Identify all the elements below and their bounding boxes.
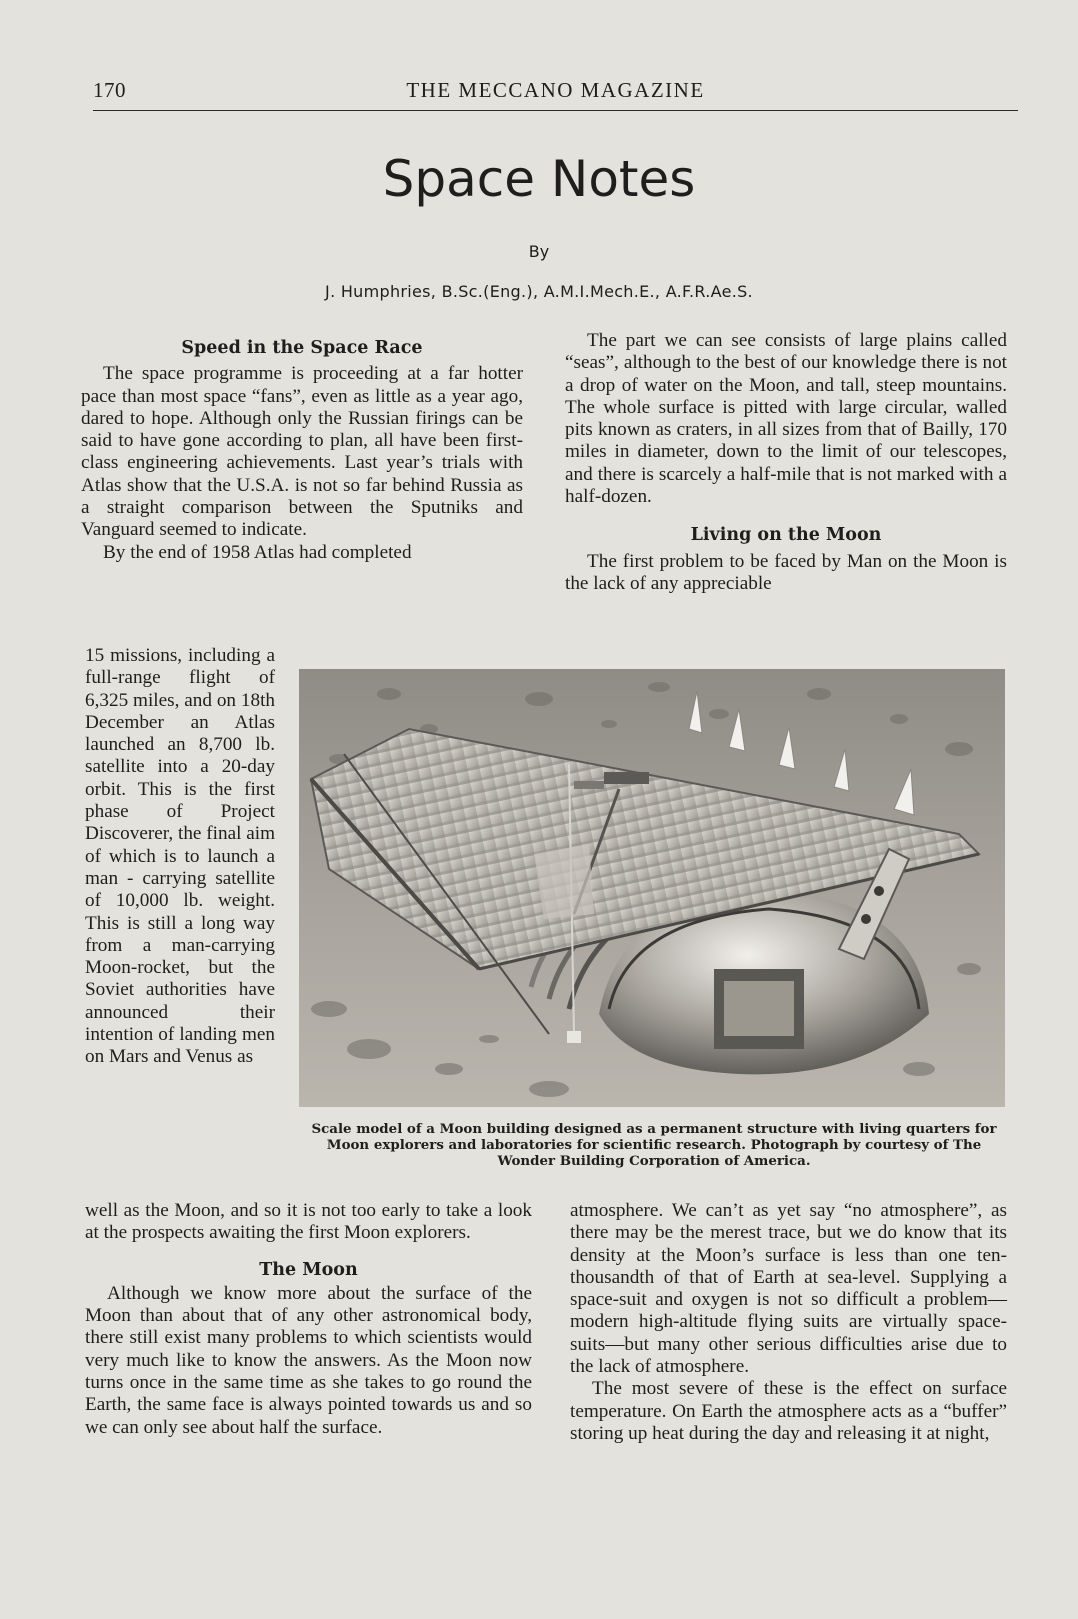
byline: By [528,242,550,261]
section-heading-living: Living on the Moon [690,525,882,546]
magazine-title: THE MECCANO MAGAZINE [406,78,705,102]
section-heading-speed: Speed in the Space Race [181,338,423,358]
paragraph-speed-2-end: well as the Moon, and so it is not too early to take a look at the prospects awaiting the first Moon explorers. [85,1200,532,1244]
page-number: 170 [93,78,126,102]
page-header [93,78,1018,111]
article-title: Space Notes [382,150,696,208]
author-name: J. Humphries, B.Sc.(Eng.), A.M.I.Mech.E., A.F.R.Ae.S. [325,282,753,301]
paragraph-right-1: The part we can see consists of large plains called “seas”, although to the best of our knowledge there is not a drop of water on the Moon, and tall, steep mountains. The whole surface is pitted with large circular, walled pits known as craters, in all sizes from that of Bailly, 170 miles in diameter, down to the limit of our telescopes, and there is scarcely a half-mile that is not marked with a half-dozen. [565,330,1007,508]
paragraph-speed-2-start: By the end of 1958 Atlas had completed [103,541,412,563]
paragraph-living-1-end: atmosphere. We can’t as yet say “no atmosphere”, as there may be the merest trace, but we do know that its density at the Moon’s surface is less than one ten-thousandth of that of Earth at sea-level. Supplying a space-suit and oxygen is not so difficult a problem—modern high-altitude flying suits are virtually space-suits—but many other serious difficulties arise due to the lack of atmosphere. [570,1200,1007,1378]
right-column-bottom [570,1200,1007,1445]
moon-building-photo [299,669,1005,1107]
right-column-top [565,330,1007,595]
left-column-top [81,337,523,564]
figure-caption: Scale model of a Moon building designed as a permanent structure with living quarters for Moon explorers and laboratories for scientific research. Photograph by courtesy of The Wonder Building Corporation of America. [311,1121,997,1169]
section-heading-moon: The Moon [259,1259,358,1280]
paragraph-living-1-start: The first problem to be faced by Man on the Moon is the lack of any appreciable [565,550,1007,594]
paragraph-speed-1: The space programme is proceeding at a far hotter pace than most space “fans”, even as little as a year ago, dared to hope. Although only the Russian firings can be said to have gone according to plan, all have been first-class engineering achievements. Last year’s trials with Atlas show that the U.S.A. is not so far behind Russia as a straight comparison between the Sputniks and Vanguard seemed to indicate. [81,363,523,541]
paragraph-living-2: The most severe of these is the effect on surface temperature. On Earth the atmosphere acts as a “buffer” storing up heat during the day and releasing it at night, [570,1378,1007,1444]
paragraph-moon-1: Although we know more about the surface of the Moon than about that of any other astronomical body, there still exist many problems to which scientists would very much like to know the answers. As the Moon now turns once in the same time as she takes to go round the Earth, the same face is always pointed towards us and so we can only see about half the surface. [85,1282,532,1438]
left-column-bottom [85,1200,532,1439]
left-column-narrow [85,645,275,1069]
paragraph-speed-2-narrow: 15 missions, including a full-range flight of 6,325 miles, and on 18th December an Atlas launched an 8,700 lb. satellite into a 20-day orbit. This is the first phase of Project Discoverer, the final aim of which is to launch a man - carrying satellite of 10,000 lb. weight. This is still a long way from a man-carrying Moon-rocket, but the Soviet authorities have announced their intention of landing men on Mars and Venus as [85,645,275,1068]
